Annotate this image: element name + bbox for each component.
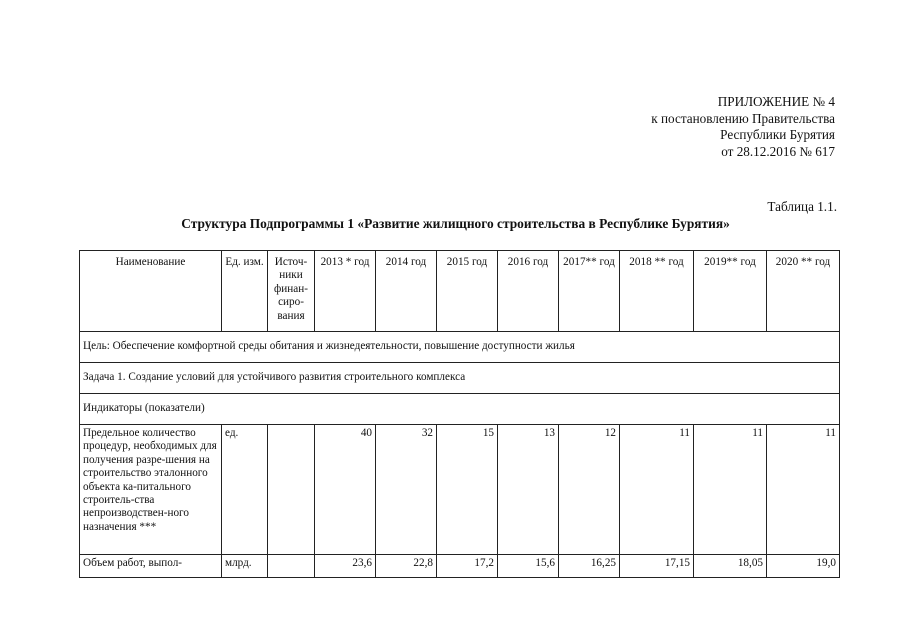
row-value-2016: 15,6	[498, 555, 559, 578]
appendix-line-4: от 28.12.2016 № 617	[721, 143, 835, 159]
row-value-2017: 16,25	[559, 555, 620, 578]
indicators-text: Индикаторы (показатели)	[80, 394, 840, 425]
header-2013: 2013 * год	[315, 251, 376, 332]
task-text: Задача 1. Создание условий для устойчивого развития строительного комплекса	[80, 363, 840, 394]
row-value-2014: 22,8	[376, 555, 437, 578]
row-name: Объем работ, выпол-	[80, 555, 222, 578]
header-row	[80, 251, 840, 332]
row-value-2013: 40	[315, 425, 376, 555]
row-value-2019: 11	[694, 425, 767, 555]
header-2014: 2014 год	[376, 251, 437, 332]
subprogram-structure-table	[79, 250, 840, 578]
table-row	[80, 555, 840, 578]
header-unit: Ед. изм.	[222, 251, 268, 332]
table-number: Таблица 1.1.	[767, 199, 837, 214]
appendix-block	[651, 94, 835, 160]
header-2018: 2018 ** год	[620, 251, 694, 332]
header-name: Наименование	[80, 251, 222, 332]
appendix-line-2: к постановлению Правительства	[651, 110, 835, 126]
row-unit: млрд.	[222, 555, 268, 578]
appendix-line-1: ПРИЛОЖЕНИЕ № 4	[717, 94, 835, 109]
row-value-2018: 11	[620, 425, 694, 555]
header-2017: 2017** год	[559, 251, 620, 332]
row-unit: ед.	[222, 425, 268, 555]
row-source	[268, 425, 315, 555]
row-value-2015: 17,2	[437, 555, 498, 578]
header-2020: 2020 ** год	[767, 251, 840, 332]
row-value-2019: 18,05	[694, 555, 767, 578]
row-value-2014: 32	[376, 425, 437, 555]
row-value-2020: 19,0	[767, 555, 840, 578]
row-value-2016: 13	[498, 425, 559, 555]
row-value-2017: 12	[559, 425, 620, 555]
row-name: Предельное количество процедур, необходимых для получения разре-шения на строительство эталонного объекта ка-питального строитель-ства непроизводствен-ного назначения ***	[80, 425, 222, 555]
table-row	[80, 425, 840, 555]
row-value-2013: 23,6	[315, 555, 376, 578]
goal-row	[80, 332, 840, 363]
header-2016: 2016 год	[498, 251, 559, 332]
header-2019: 2019** год	[694, 251, 767, 332]
row-value-2015: 15	[437, 425, 498, 555]
indicators-row	[80, 394, 840, 425]
header-source: Источ-ники финан-сиро-вания	[268, 251, 315, 332]
appendix-line-3: Республики Бурятия	[720, 127, 835, 143]
task-row	[80, 363, 840, 394]
row-value-2020: 11	[767, 425, 840, 555]
document-title: Структура Подпрограммы 1 «Развитие жилищного строительства в Республике Бурятия»	[181, 216, 730, 231]
row-value-2018: 17,15	[620, 555, 694, 578]
row-source	[268, 555, 315, 578]
header-2015: 2015 год	[437, 251, 498, 332]
goal-text: Цель: Обеспечение комфортной среды обитания и жизнедеятельности, повышение доступности жилья	[80, 332, 840, 363]
